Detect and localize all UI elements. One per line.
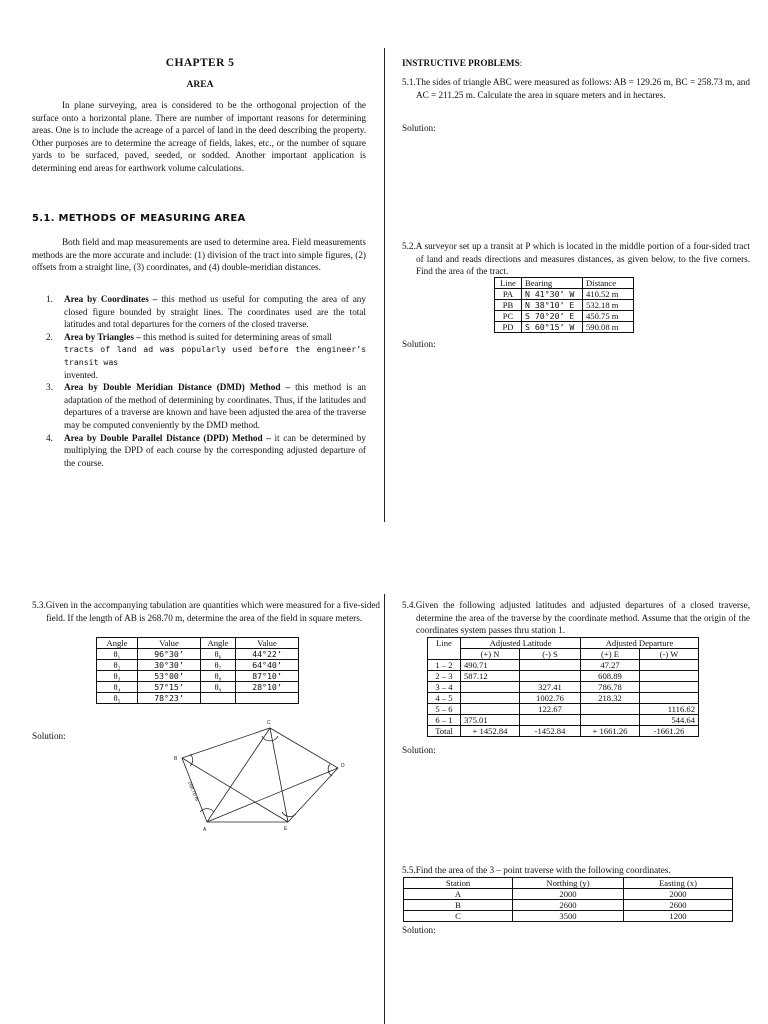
table-row: C 3500 1200 <box>404 911 733 922</box>
angle-table <box>96 637 299 704</box>
solution-label: Solution: <box>402 123 436 133</box>
vertex-label-e: E <box>284 826 288 832</box>
problem-5-5: 5.5.Find the area of the 3 – point traverse with the following coordinates. <box>402 865 671 875</box>
table-row: 6 – 1 375.01 544.64 <box>428 715 699 726</box>
table-row: 5 – 6 122.67 1116.62 <box>428 704 699 715</box>
table-header-row: Station Northing (y) Easting (x) <box>404 878 733 889</box>
solution-label: Solution: <box>402 925 436 935</box>
table-row: PD S 60°15’ W 590.08 m <box>495 322 634 333</box>
table-row: 3 – 4 327.41 786.78 <box>428 682 699 693</box>
table-row: A 2000 2000 <box>404 889 733 900</box>
column-divider-top <box>384 48 385 522</box>
table-header-row: Line Bearing Distance <box>495 278 634 289</box>
table-row: θ₁ 96°30’ θ₆ 44°22’ <box>97 649 299 660</box>
table-row: θ₅ 78°23’ <box>97 693 299 704</box>
vertex-label-d: D <box>341 763 345 769</box>
list-item: 3. Area by Double Meridian Distance (DMD) Method – this method is an adaptation of the method of determining by coordinates. Thus, if the latitudes and departures of a traverse are known and have been adjusted the area of the traverse may be computed conveniently by the DMD method. <box>46 382 366 430</box>
diagonal-line <box>207 728 270 822</box>
diagonal-line <box>207 768 338 822</box>
solution-label: Solution: <box>402 745 436 755</box>
method-term: Area by Double Parallel Distance (DPD) Method – <box>64 432 271 443</box>
vertex-label-c: C <box>267 720 271 726</box>
coordinates-table <box>403 877 733 922</box>
method-term: Area by Coordinates – <box>64 294 158 304</box>
table-total-row: Total + 1452.84 -1452.84 + 1661.26 -1661.26 <box>428 726 699 737</box>
vertex-label-a: A <box>203 827 207 833</box>
table-row: PA N 41°30’ W 410.52 m <box>495 289 634 300</box>
problem-5-2: 5.2.A surveyor set up a transit at P which is located in the middle portion of a four-sided tract of land and reads directions and measures distances, as given below, to the five corners. Find the area of the tract. <box>402 241 750 277</box>
table-row: 1 – 2 490.71 47.27 <box>428 660 699 671</box>
solution-label: Solution: <box>32 731 66 741</box>
section-heading: 5.1. METHODS OF MEASURING AREA <box>32 213 246 224</box>
bearing-table <box>494 277 634 333</box>
latitude-departure-table <box>427 637 699 737</box>
angle-arc <box>328 764 332 776</box>
chapter-subtitle: AREA <box>186 80 214 90</box>
table-row: 4 – 5 1002.76 218.32 <box>428 693 699 704</box>
instructive-heading: INSTRUCTIVE PROBLEMS: <box>402 58 523 68</box>
table-row: θ₄ 57°15’ θ₉ 28°10’ <box>97 682 299 693</box>
method-term: Area by Triangles – <box>64 331 141 342</box>
solution-label: Solution: <box>402 339 436 349</box>
table-header-row: Angle Value Angle Value <box>97 638 299 649</box>
side-length-label: 268.70 m <box>186 780 200 803</box>
method-term: Area by Double Meridian Distance (DMD) Method – <box>64 382 291 393</box>
problem-5-1: 5.1.The sides of triangle ABC were measured as follows: AB = 129.26 m, BC = 258.73 m, and AC = 211.25 m. Calculate the area in square meters and in hectares. <box>402 77 750 100</box>
angle-arc <box>282 812 296 816</box>
column-divider-bottom <box>384 594 385 1024</box>
table-header-row: Line Adjusted Latitude Adjusted Departure <box>428 638 699 649</box>
traverse-figure <box>170 716 360 834</box>
vertex-label-b: B <box>174 756 178 762</box>
table-row: B 2600 2600 <box>404 900 733 911</box>
table-row: θ₂ 30°30’ θ₇ 64°40’ <box>97 660 299 671</box>
table-row: PC S 70°20’ E 450.75 m <box>495 311 634 322</box>
table-row: 2 – 3 587.12 608.89 <box>428 671 699 682</box>
table-row: PB N 38°10’ E 532.18 m <box>495 300 634 311</box>
table-row: θ₃ 53°00’ θ₈ 87°10’ <box>97 671 299 682</box>
table-header-row: (+) N (-) S (+) E (-) W <box>428 649 699 660</box>
diagonal-line <box>182 758 288 822</box>
list-item: 4. Area by Double Parallel Distance (DPD) Method – it can be determined by multiplying the DPD of each course by the corresponding adjusted departure of the course. <box>46 432 366 468</box>
problem-5-3: 5.3.Given in the accompanying tabulation are quantities which were measured for a five-sided field. If the length of AB is 268.70 m, determine the area of the field in square meters. <box>32 600 380 623</box>
traverse-outline <box>182 728 338 822</box>
chapter-title: CHAPTER 5 <box>165 57 235 69</box>
chapter-intro: In plane surveying, area is considered to be the orthogonal projection of the surface onto a horizontal plane. There are number of important reasons for determining areas. One is to include the acreage of a parcel of land in the deed describing the property. Other purposes are to determine the acreage of fields, lakes, etc., or the number of square yards to be surfaced, paved, seeded, or sodded. Another important application is determining end areas for earthwork volume calculations. <box>32 100 366 173</box>
problem-5-4: 5.4.Given the following adjusted latitudes and adjusted departures of a closed traverse, determine the area of the traverse by the coordinate method. Assume that the origin of the coordinates system passes thru station 1. <box>402 600 750 636</box>
diagonal-line <box>270 728 288 822</box>
section-paragraph: Both field and map measurements are used to determine area. Field measurements methods are the more accurate and include: (1) division of the tract into simple figures, (2) offsets from a straight line, (3) coordinates, and (4) double-meridian distances. <box>32 237 366 273</box>
list-item: 1. Area by Coordinates – this method us useful for computing the area of any closed figure bounded by straight lines. The coordinates used are the total latitudes and total departures for the corners of the closed traverse. <box>46 294 366 330</box>
methods-list <box>32 293 366 469</box>
list-item: 2. Area by Triangles – this method is suited for determining areas of small tracts of land ad was popularly used before the engineer’s transit was invented. <box>46 331 366 380</box>
